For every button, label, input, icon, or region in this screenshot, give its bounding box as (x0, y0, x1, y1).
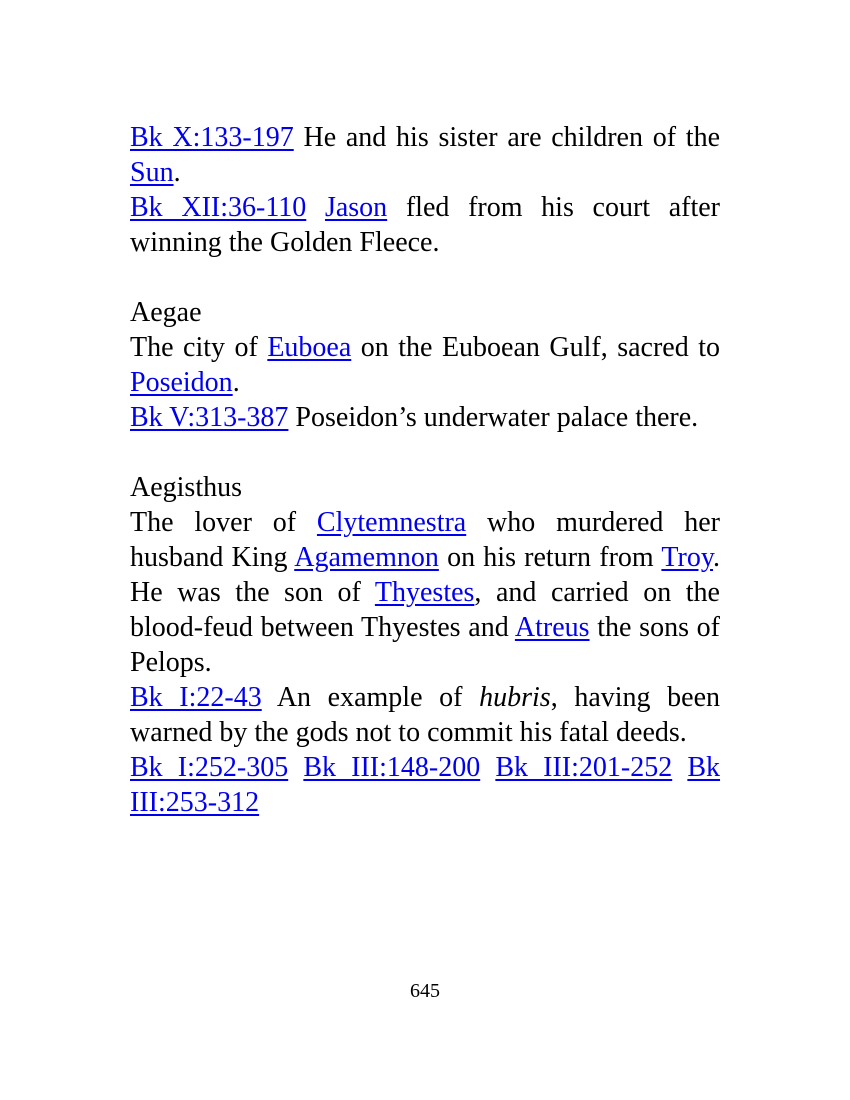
ref-link-bk-iii-148-200[interactable]: Bk III:148-200 (303, 752, 481, 783)
link-poseidon[interactable]: Poseidon (130, 367, 233, 398)
ref-link-bk-v-313-387[interactable]: Bk V:313-387 (130, 402, 289, 433)
link-jason[interactable]: Jason (324, 192, 388, 223)
paragraph-aegae-reference (130, 400, 720, 435)
entry-heading-aegae: Aegae (130, 297, 202, 328)
paragraph-aegae-definition (130, 330, 720, 400)
paragraph-jason (130, 190, 720, 260)
paragraph-text: . He was the son of (130, 542, 721, 608)
page-number: 645 (410, 980, 440, 1002)
ref-link-bk-x-133-197[interactable]: Bk X:133-197 (130, 122, 294, 153)
paragraph-text: fled from his court after winning the Golden Fleece. (130, 192, 720, 258)
paragraph-aegisthus-references (130, 750, 720, 820)
paragraph-text: He and his sister are children of the (293, 122, 720, 153)
italic-term-hubris: hubris (479, 682, 551, 713)
spacer (130, 435, 720, 470)
link-atreus[interactable]: Atreus (514, 612, 590, 643)
paragraph-text: The lover of (130, 507, 317, 538)
paragraph-text: the sons of Pelops. (130, 612, 721, 678)
paragraph-text: on the Euboean Gulf, sacred to (351, 332, 720, 363)
paragraph-text: , having been warned by the gods not to commit his fatal deeds. (130, 682, 721, 748)
link-euboea[interactable]: Euboea (267, 332, 352, 363)
paragraph-text: Poseidon’s underwater palace there. (288, 402, 699, 433)
paragraph-text (306, 192, 325, 223)
link-thyestes[interactable]: Thyestes (374, 577, 475, 608)
ref-link-bk-xii-36-110[interactable]: Bk XII:36-110 (130, 192, 307, 223)
paragraph-text: An example of (261, 682, 480, 713)
ref-link-bk-iii-201-252[interactable]: Bk III:201-252 (495, 752, 673, 783)
spacer (130, 260, 720, 295)
paragraph-text: . (173, 157, 181, 188)
link-agamemnon[interactable]: Agamemnon (294, 542, 439, 573)
ref-link-bk-iii-253-312[interactable]: Bk III:253-312 (130, 752, 721, 818)
paragraph-aegisthus-hubris (130, 680, 720, 750)
link-troy[interactable]: Troy (661, 542, 714, 573)
paragraph-text: . (232, 367, 240, 398)
paragraph-aegisthus-definition (130, 505, 720, 680)
paragraph-sun (130, 120, 720, 190)
ref-link-bk-i-22-43[interactable]: Bk I:22-43 (130, 682, 262, 713)
paragraph-text: The city of (130, 332, 268, 363)
document-body (130, 120, 720, 820)
entry-heading-aegisthus: Aegisthus (130, 472, 242, 503)
paragraph-text: , and carried on the blood-feud between Thyestes and (130, 577, 720, 643)
paragraph-text: who murdered her husband King (130, 507, 720, 573)
link-clytemnestra[interactable]: Clytemnestra (316, 507, 467, 538)
paragraph-text: on his return from (438, 542, 662, 573)
ref-link-bk-i-252-305[interactable]: Bk I:252-305 (130, 752, 289, 783)
link-sun[interactable]: Sun (130, 157, 174, 188)
